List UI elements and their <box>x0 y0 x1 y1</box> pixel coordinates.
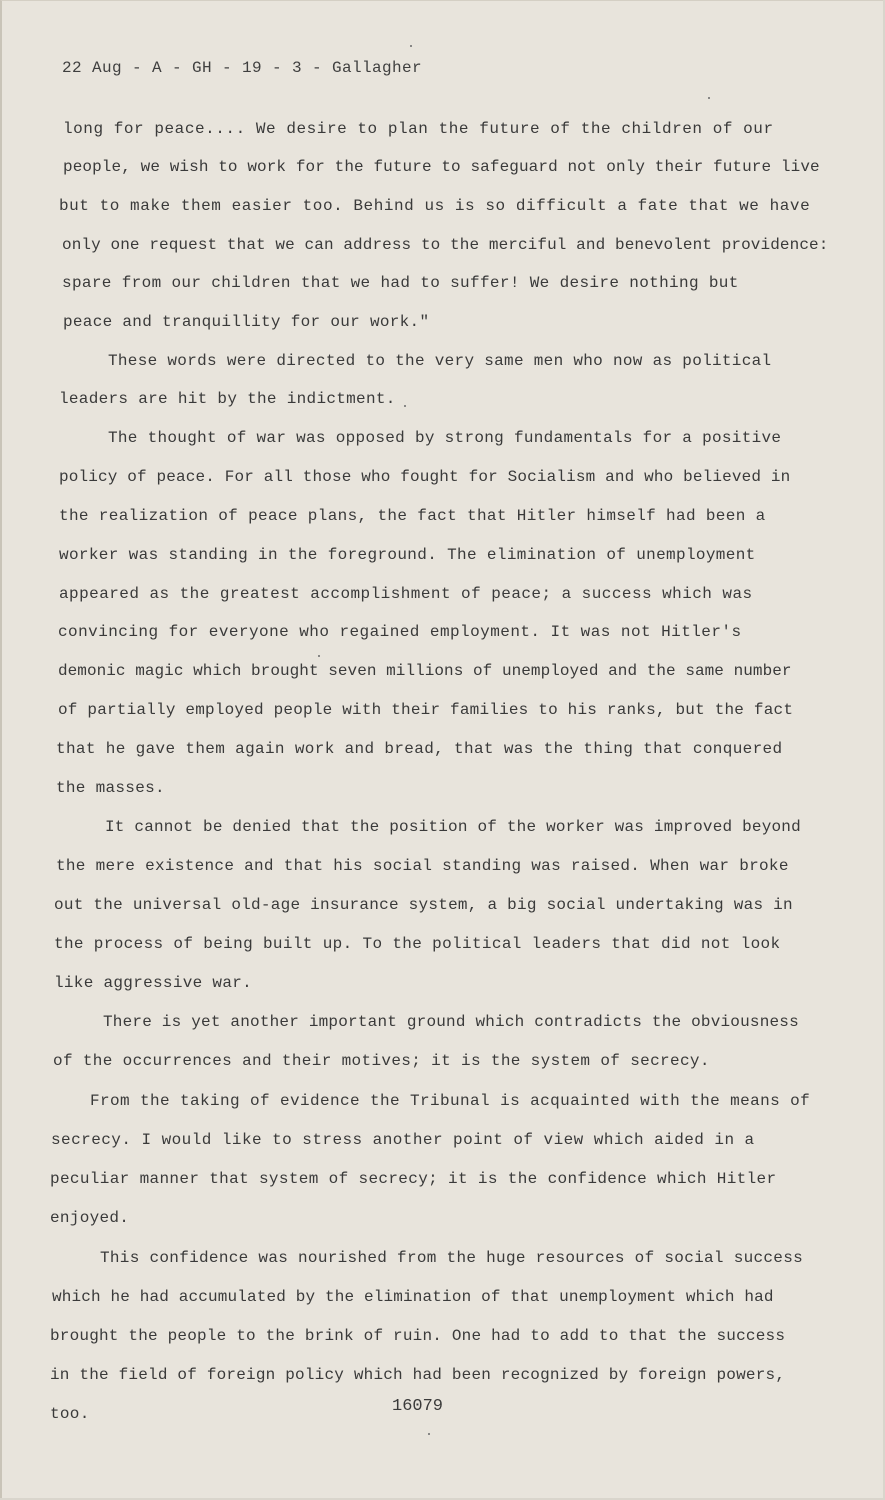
text-line: enjoyed. <box>50 1209 130 1227</box>
text-line: but to make them easier too. Behind us is so difficult a fate that we have <box>59 197 811 215</box>
page-number: 16079 <box>392 1397 444 1416</box>
text-line: appeared as the greatest accomplishment of peace; a success which was <box>59 585 753 603</box>
text-line: spare from our children that we had to suffer! We desire nothing but <box>62 274 739 292</box>
text-line: demonic magic which brought seven millions of unemployed and the same number <box>58 662 792 680</box>
text-line: the masses. <box>56 779 165 797</box>
text-line: only one request that we can address to the merciful and benevolent providence: <box>62 236 829 254</box>
text-line: people, we wish to work for the future to safeguard not only their future live <box>63 158 820 176</box>
text-line: of partially employed people with their families to his ranks, but the fact <box>58 701 794 719</box>
text-line: secrecy. I would like to stress another point of view which aided in a <box>51 1131 755 1149</box>
text-line: like aggressive war. <box>54 974 253 992</box>
text-line: out the universal old-age insurance system, a big social undertaking was in <box>54 896 793 914</box>
text-line: of the occurrences and their motives; it is the system of secrecy. <box>53 1052 710 1070</box>
text-line: From the taking of evidence the Tribunal is acquainted with the means of <box>90 1092 811 1110</box>
paper-speck <box>410 45 412 47</box>
paper-speck <box>708 97 710 99</box>
text-line: the mere existence and that his social standing was raised. When war broke <box>56 857 789 875</box>
page-header: 22 Aug - A - GH - 19 - 3 - Gallagher <box>62 59 423 77</box>
text-line: It cannot be denied that the position of the worker was improved beyond <box>105 818 801 836</box>
text-line: leaders are hit by the indictment. <box>59 390 396 408</box>
text-line: policy of peace. For all those who fought for Socialism and who believed in <box>59 468 791 486</box>
text-line: peculiar manner that system of secrecy; it is the confidence which Hitler <box>50 1170 777 1188</box>
text-line: in the field of foreign policy which had been recognized by foreign powers, <box>50 1366 786 1384</box>
text-line: the realization of peace plans, the fact that Hitler himself had been a <box>59 507 766 525</box>
text-line: peace and tranquillity for our work." <box>63 313 430 331</box>
text-line: worker was standing in the foreground. The elimination of unemployment <box>59 546 756 564</box>
text-line: that he gave them again work and bread, that was the thing that conquered <box>56 740 783 758</box>
paper-speck <box>428 1433 430 1435</box>
text-line: This confidence was nourished from the huge resources of social success <box>100 1249 804 1267</box>
paper-speck <box>404 405 406 407</box>
text-line: the process of being built up. To the political leaders that did not look <box>54 935 781 953</box>
text-line: brought the people to the brink of ruin. One had to add to that the success <box>50 1327 786 1345</box>
text-line: long for peace.... We desire to plan the future of the children of our <box>63 120 774 138</box>
paper-speck <box>318 655 320 657</box>
text-line: too. <box>50 1405 90 1423</box>
text-line: The thought of war was opposed by strong fundamentals for a positive <box>108 429 782 447</box>
text-line: These words were directed to the very same men who now as political <box>108 352 772 370</box>
text-line: which he had accumulated by the elimination of that unemployment which had <box>52 1288 774 1306</box>
text-line: There is yet another important ground which contradicts the obviousness <box>103 1013 799 1031</box>
text-line: convincing for everyone who regained employment. It was not Hitler's <box>58 623 742 641</box>
